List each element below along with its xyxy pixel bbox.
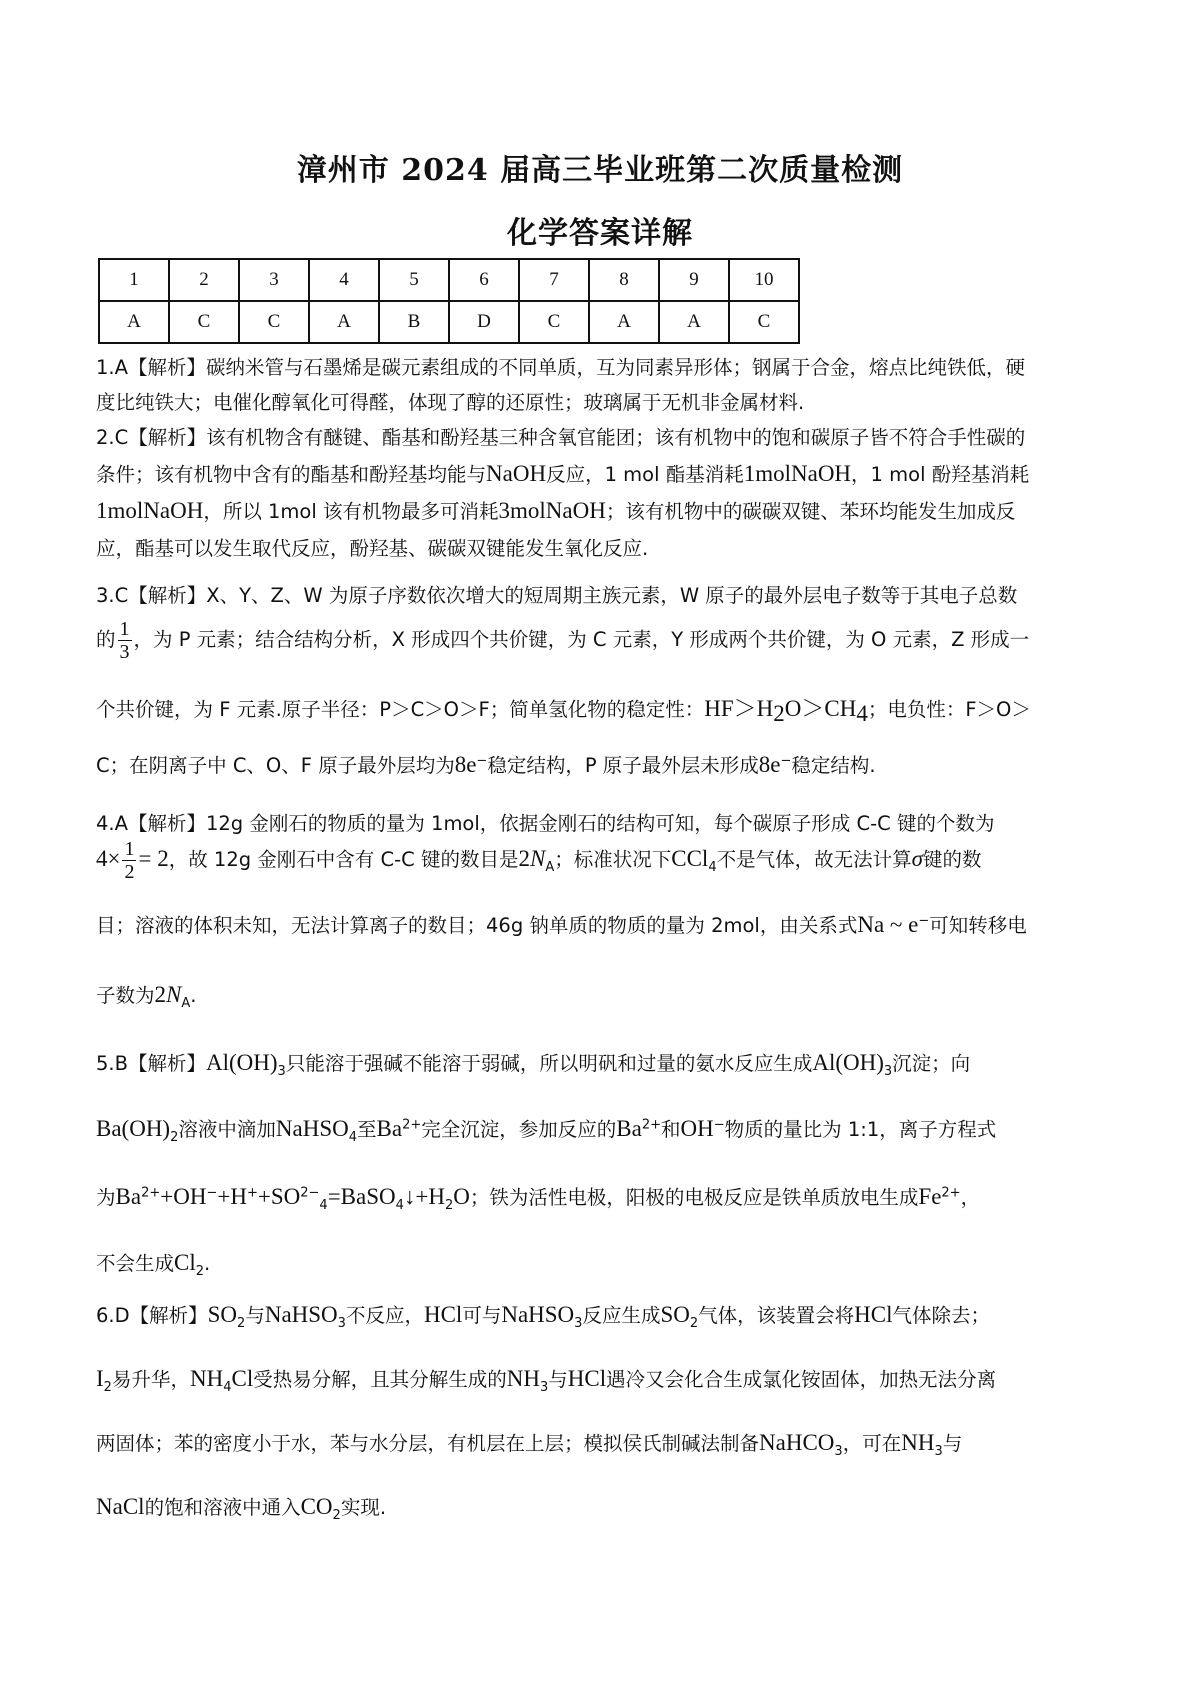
answer-letter: A xyxy=(99,301,169,343)
text-line: 条件；该有机物中含有的酯基和酚羟基均能与NaOH反应，1 mol 酯基消耗1molNaOH，1 mol 酚羟基消耗 xyxy=(96,461,1030,486)
question-number: 9 xyxy=(659,259,729,301)
question-number: 10 xyxy=(729,259,799,301)
answer-letter: C xyxy=(239,301,309,343)
text-line: 3.C【解析】X、Y、Z、W 为原子序数依次增大的短周期主族元素，W 原子的最外层电子数等于其电子总数 xyxy=(96,584,1018,607)
question-number: 1 xyxy=(99,259,169,301)
text-line: C；在阴离子中 C、O、F 原子最外层均为8e−稳定结构，P 原子最外层未形成8e−稳定结构. xyxy=(96,752,876,777)
answer-table-question-row xyxy=(99,259,799,301)
text-line: 两固体；苯的密度小于水，苯与水分层，有机层在上层；模拟侯氏制碱法制备NaHCO$_3$，可在$NH_3$与 xyxy=(96,1430,963,1459)
answer-table-answer-row xyxy=(99,301,799,343)
document-subtitle: 化学答案详解 xyxy=(507,216,693,251)
text-line: 1.A【解析】碳纳米管与石墨烯是碳元素组成的不同单质，互为同素异形体；钢属于合金，熔点比纯铁低，硬 xyxy=(96,356,1025,379)
text-line: 应，酯基可以发生取代反应，酚羟基、碳碳双键能发生氧化反应. xyxy=(96,537,649,560)
text-line: 的 $\frac{1}{3}$ ，为 P 元素；结合结构分析，X 形成四个共价键，为 C 元素，Y 形成两个共价键，为 O 元素，Z 形成一 xyxy=(96,618,1030,663)
question-number: 7 xyxy=(519,259,589,301)
text-line: 个共价键，为 F 元素.原子半径：P＞C＞O＞F；简单氢化物的稳定性：$HF>H_2O>CH_4$；电负性：F＞O＞ xyxy=(96,696,1031,726)
answer-letter: C xyxy=(729,301,799,343)
answer-letter: D xyxy=(449,301,519,343)
question-number: 4 xyxy=(309,259,379,301)
answer-letter: C xyxy=(169,301,239,343)
document-title: 漳州市 2024 届高三毕业班第二次质量检测 xyxy=(296,153,904,188)
text-line: 1molNaOH，所以 1mol 该有机物最多可消耗3molNaOH；该有机物中的碳碳双键、苯环均能发生加成反 xyxy=(96,498,1016,523)
answer-table xyxy=(98,258,800,344)
text-line: 2.C【解析】该有机物含有醚键、酯基和酚羟基三种含氧官能团；该有机物中的饱和碳原子皆不符合手性碳的 xyxy=(96,426,1026,449)
text-line: 6.D【解析】$SO_2$与NaHSO$_3$不反应，HCl可与NaHSO$_3$反应生成$SO_2$气体，该装置会将HCl气体除去； xyxy=(96,1302,991,1331)
answer-letter: A xyxy=(589,301,659,343)
question-number: 8 xyxy=(589,259,659,301)
text-line: 目；溶液的体积未知，无法计算离子的数目；46g 钠单质的物质的量为 2mol，由关系式Na ~ e−可知转移电 xyxy=(96,912,1027,937)
fraction-one-half: $\frac{1}{2}$ xyxy=(124,838,135,883)
text-line: 不会生成$Cl_2$. xyxy=(96,1250,211,1279)
text-line: $I_2$易升华，$NH_4Cl$受热易分解，且其分解生成的$NH_3$与HCl遇冷又会化合生成氯化铵固体，加热无法分离 xyxy=(96,1366,997,1395)
text-line: 子数为$2N_A$. xyxy=(96,982,197,1011)
answer-letter: C xyxy=(519,301,589,343)
question-number: 6 xyxy=(449,259,519,301)
text-line: 度比纯铁大；电催化醇氧化可得醛，体现了醇的还原性；玻璃属于无机非金属材料. xyxy=(96,391,805,414)
answer-letter: A xyxy=(309,301,379,343)
text-line: 4× $\frac{1}{2}$ = 2，故 12g 金刚石中含有 C-C 键的数目是$2N_A$；标准状况下CCl$_4$不是气体，故无法计算σ键的数 xyxy=(96,838,982,883)
text-line: 4.A【解析】12g 金刚石的物质的量为 1mol，依据金刚石的结构可知，每个碳原子形成 C-C 键的个数为 xyxy=(96,812,995,835)
text-line: $Ba(OH)_2$溶液中滴加NaHSO$_4$至$Ba^{2+}$完全沉淀，参加反应的$Ba^{2+}$和OH−物质的量比为 1:1，离子方程式 xyxy=(96,1116,997,1145)
text-line: 5.B【解析】$Al(OH)_3$只能溶于强碱不能溶于弱碱，所以明矾和过量的氨水反应生成$Al(OH)_3$沉淀；向 xyxy=(96,1050,971,1079)
text-line: 为$Ba^{2+}+OH^-+H^++SO^{2-}_4=BaSO_4↓+H_2O$；铁为活性电极，阳极的电极反应是铁单质放电生成$Fe^{2+}$， xyxy=(96,1184,981,1213)
question-number: 2 xyxy=(169,259,239,301)
question-number: 5 xyxy=(379,259,449,301)
fraction-one-third: $\frac{1}{3}$ xyxy=(119,618,130,663)
text-line: NaCl的饱和溶液中通入$CO_2$实现. xyxy=(96,1494,387,1523)
answer-letter: B xyxy=(379,301,449,343)
answer-letter: A xyxy=(659,301,729,343)
question-number: 3 xyxy=(239,259,309,301)
